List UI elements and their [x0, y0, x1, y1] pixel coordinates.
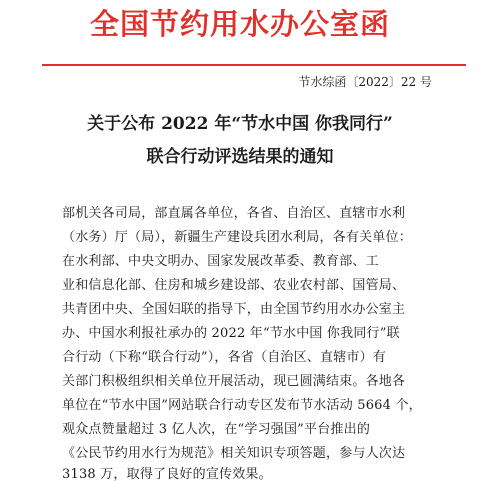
document-header-title: 全国节约用水办公室函	[89, 7, 390, 41]
document-number: 节水综函〔2022〕22 号	[298, 75, 432, 89]
body-line: 办、中国水利报社承办的 2022 年“节水中国 你我同行”联	[62, 326, 400, 341]
body-line: 3138 万，取得了良好的宣传效果。	[62, 467, 272, 481]
body-line: 业和信息化部、住房和城乡建设部、农业农村部、国管局、	[62, 278, 406, 293]
body-line: 合行动（下称“联合行动”），各省（自治区、直辖市）有	[62, 350, 386, 365]
body-line: 观众点赞量超过 3 亿人次，在“学习强国”平台推出的	[62, 422, 371, 437]
body-line: 共青团中央、全国妇联的指导下，由全国节约用水办公室主	[62, 302, 406, 317]
body-line: 关部门积极组织相关单位开展活动，现已圆满结束。各地各	[62, 374, 406, 389]
body-line: 单位在“节水中国”网站联合行动专区发布节水活动 5664 个，	[62, 398, 422, 413]
document-title-line-2: 联合行动评选结果的通知	[146, 147, 334, 167]
body-line: 部机关各司局，部直属各单位，各省、自治区、直辖市水利	[62, 206, 406, 221]
body-line: （水务）厅（局），新疆生产建设兵团水利局，各有关单位：	[62, 230, 412, 245]
header-divider	[42, 64, 466, 66]
body-line: 在水利部、中央文明办、国家发展改革委、教育部、工	[62, 254, 379, 269]
body-line: 《公民节约用水行为规范》相关知识专项答题，参与人次达	[62, 446, 406, 461]
document-title-line-1: 关于公布 2022 年“节水中国 你我同行”	[87, 114, 393, 134]
